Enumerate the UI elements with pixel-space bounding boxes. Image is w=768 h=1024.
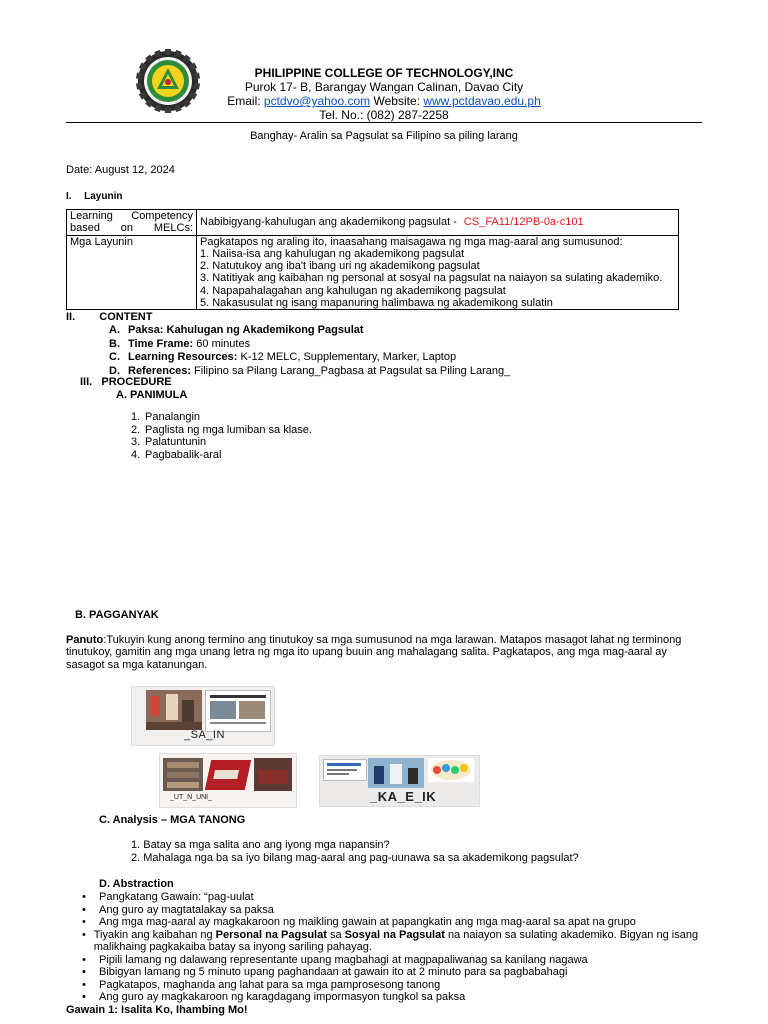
list-item: • Bibigyan lamang ng 5 minuto upang paghandaan at gawain ito at 2 minuto para sa pagbabahagi <box>82 966 568 978</box>
school-header <box>180 66 588 122</box>
gawain-heading: Gawain 1: Isalita Ko, Ihambing Mo! <box>66 1004 248 1016</box>
list-item: • Pagkatapos, maghanda ang lahat para sa mga pamprosesong tanong <box>82 978 441 991</box>
abstraction-heading: D. Abstraction <box>99 878 174 890</box>
objective-item: 1. Naiisa-isa ang kahulugan ng akademikong pagsulat <box>200 247 465 260</box>
item-letter: B. <box>109 337 120 350</box>
email-label: Email: <box>227 94 261 108</box>
list-item: 3. Palatuntunin <box>131 436 207 449</box>
objective-item: 4. Napapahalagahan ang kahulugan ng akademikong pagsulat <box>200 284 506 297</box>
school-name: PHILIPPINE COLLEGE OF TECHNOLOGY,INC <box>254 66 514 80</box>
table-cell <box>67 210 197 236</box>
contact-line <box>180 94 588 108</box>
section-procedure-heading <box>80 376 172 389</box>
melc-label: Learning Competency based on MELCs: <box>70 210 193 235</box>
objectives-label: Mga Layunin <box>70 235 133 248</box>
question-item: 1. Batay sa mga salita ano ang iyong mga napansin? <box>131 839 390 851</box>
item-label: Learning Resources: <box>128 351 238 363</box>
abstraction-list <box>82 891 704 1004</box>
section-number: I. <box>66 191 72 202</box>
email-link[interactable]: pctdvo@yahoo.com <box>263 94 371 108</box>
list-item: • Ang guro ay magtatalakay sa paksa <box>82 903 274 916</box>
pagganyak-heading: B. PAGGANYAK <box>75 609 159 621</box>
stem-logo-photo <box>428 758 474 782</box>
section-title: PROCEDURE <box>101 376 172 388</box>
objectives-intro: Pagkatapos ng araling ito, inaasahang maisagawa ng mga mag-aaral ang sumusunod: <box>200 235 623 248</box>
puzzle-word: _KA_E_IK <box>370 789 437 804</box>
tiyakin-text: Tiyakin ang kaibahan ng Personal na Pagsulat sa Sosyal na Pagsulat na naiayon sa sulating akademiko. Bigyan ng isang malikhaing pagkakaiba batay sa inyong sariling pahayag. <box>93 928 699 953</box>
analysis-questions <box>131 839 579 865</box>
section-number: III. <box>80 376 93 388</box>
panimula-heading: A. PANIMULA <box>116 389 188 401</box>
section-title: Layunin <box>84 191 123 202</box>
competency-table <box>66 209 679 310</box>
list-item <box>109 338 510 352</box>
school-address: Purok 17- B, Barangay Wangan Calinan, Davao City <box>244 80 524 94</box>
list-item: 1. Panalangin <box>131 411 201 423</box>
puzzle-word: _UT_N_UNI_ <box>170 794 213 801</box>
item-value: 60 minutes <box>193 337 251 350</box>
header-divider <box>66 122 702 123</box>
panuto-paragraph <box>66 634 702 671</box>
section-number: II. <box>66 311 76 323</box>
website-label: Website: <box>373 94 420 108</box>
library-photo <box>163 758 203 791</box>
table-cell <box>197 210 679 236</box>
list-item <box>109 324 510 338</box>
list-item: • Pangkatang Gawain: “pag-uulat <box>82 891 254 903</box>
panuto-label: Panuto <box>66 634 104 646</box>
panuto-text: :Tukuyin kung anong termino ang tinutukoy sa mga sumusunod na mga larawan. Matapos masagot lahat ng terminong tinutukoy, gamitin ang mga unang letra ng mga ito upang buuin ang mahalagang salita. Pagkatapos, ang mga mag-aaral ay sasagot sa mga katanungan. <box>66 634 682 671</box>
table-row <box>67 210 679 236</box>
list-item: • Tiyakin ang kaibahan ng Personal na Pagsulat sa Sosyal na Pagsulat na naiayon sa sulating akademiko. Bigyan ng isang malikhaing pagkakaiba batay sa inyong sariling pahayag. <box>82 929 704 954</box>
item-letter: C. <box>109 351 120 363</box>
melc-text: Nabibigyang-kahulugan ang akademikong pagsulat - <box>200 216 457 229</box>
lesson-date: Date: August 12, 2024 <box>66 164 175 176</box>
melc-code: CS_FA11/12PB-0a-c101 <box>463 216 584 229</box>
table-cell <box>197 235 679 310</box>
section-content-heading <box>66 311 152 324</box>
item-value: Filipino sa Pilang Larang_Pagbasa at Pagsulat sa Piling Larang_ <box>190 364 511 377</box>
list-item: 4. Pagbabalik-aral <box>131 449 222 462</box>
list-item: • Ang guro ay magkakaroon ng karagdagang impormasyon tungkol sa paksa <box>82 991 466 1003</box>
school-telephone: Tel. No.: (082) 287-2258 <box>319 108 449 122</box>
item-label: References: <box>128 364 191 377</box>
panimula-list <box>131 411 312 462</box>
students-photo <box>368 758 424 788</box>
website-link[interactable]: www.pctdavao.edu.ph <box>423 94 541 108</box>
picture-puzzle-2 <box>159 753 297 808</box>
objective-item: 2. Natutukoy ang iba't ibang uri ng akademikong pagsulat <box>200 260 480 273</box>
diploma-photo <box>205 760 251 790</box>
item-letter: A. <box>109 324 120 336</box>
analysis-heading: C. Analysis – MGA TANONG <box>99 814 246 826</box>
list-item <box>109 351 510 365</box>
objective-item: 3. Natitiyak ang kaibahan ng personal at sosyal na pagsulat na naiayon sa sulating akademiko. <box>200 272 663 285</box>
table-row <box>67 235 679 310</box>
item-letter: D. <box>109 364 120 377</box>
table-cell <box>67 235 197 310</box>
picture-puzzle-1 <box>131 686 275 746</box>
list-item: 2. Paglista ng mga lumiban sa klase. <box>131 423 312 436</box>
list-item: • Ang mga mag-aaral ay magkakaroon ng maikling gawain at papangkatin ang mga mag-aaral sa apat na grupo <box>82 916 636 928</box>
puzzle-word: _SA_IN <box>184 729 225 741</box>
document-title: Banghay- Aralin sa Pagsulat sa Filipino sa piling larang <box>250 130 518 142</box>
newspaper-photo <box>205 690 271 732</box>
question-item: 2. Mahalaga nga ba sa iyo bilang mag-aaral ang pag-uunawa sa sa akademikong pagsulat? <box>131 852 579 864</box>
classroom-photo <box>146 690 202 730</box>
content-list <box>109 324 510 378</box>
auditorium-photo <box>254 758 292 791</box>
picture-puzzle-3 <box>319 755 480 807</box>
objective-item: 5. Nakasusulat ng isang mapanuring halimbawa ng akademikong sulatin <box>200 297 553 310</box>
item-label: Paksa: Kahulugan ng Akademikong Pagsulat <box>128 324 364 336</box>
list-item: • Pipili lamang ng dalawang representante upang magbahagi at magpapaliwanag sa kanilang nagawa <box>82 953 588 966</box>
section-title: CONTENT <box>99 311 153 323</box>
item-value: K-12 MELC, Supplementary, Marker, Laptop <box>237 351 457 363</box>
signboard-photo <box>323 759 367 781</box>
item-label: Time Frame: <box>128 337 194 350</box>
section-layunin-heading <box>66 190 122 203</box>
